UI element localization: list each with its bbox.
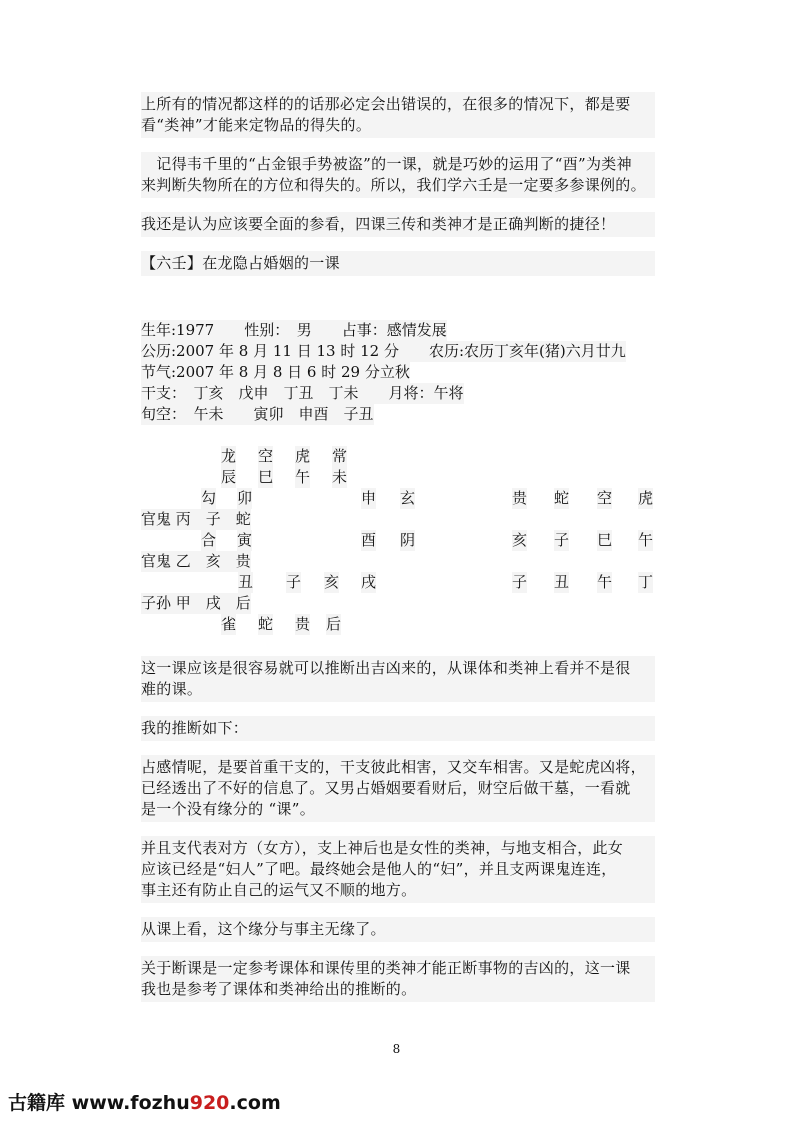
info-solar-term: 节气:2007 年 8 月 8 日 6 时 29 分立秋	[141, 363, 410, 381]
chart-cell: 合	[201, 531, 217, 549]
text-line: 来判断失物所在的方位和得失的。所以，我们学六壬是一定要多参课例的。	[141, 176, 646, 194]
chart-line: 官鬼 乙 亥 贵	[141, 552, 251, 570]
paragraph-6	[141, 755, 655, 822]
chart-cell: 辰	[221, 468, 237, 486]
paragraph-2	[141, 152, 655, 198]
chart-cell: 午	[295, 468, 311, 486]
text-line: 是一个没有缘分的 “课”。	[141, 800, 316, 818]
chart-cell: 午	[638, 531, 654, 549]
text-line: 应该已经是“妇人”了吧。最终她会是他人的“妇”，并且支两课鬼连连，	[141, 860, 617, 878]
chart-cell: 酉	[361, 531, 377, 549]
text-line: 关于断课是一定参考课体和课传里的类神才能正断事物的吉凶的，这一课	[141, 959, 631, 977]
text-line: 这一课应该是很容易就可以推断出吉凶来的，从课体和类神上看并不是很	[141, 659, 631, 677]
paragraph-8	[141, 917, 655, 942]
text-line: 难的课。	[141, 680, 203, 698]
chart-cell: 巳	[258, 468, 274, 486]
text-line: 记得韦千里的“占金银手势被盗”的一课，就是巧妙的运用了“酉”为类神	[141, 155, 632, 173]
chart-cell: 未	[332, 468, 348, 486]
paragraph-3	[141, 212, 655, 237]
page-number: 8	[392, 1042, 401, 1056]
paragraph-7	[141, 836, 655, 903]
info-xunkong: 旬空： 午未 寅卯 申酉 子丑	[141, 405, 374, 423]
chart-cell: 亥	[324, 573, 340, 591]
chart-cell: 贵	[295, 615, 311, 633]
text-line: 从课上看，这个缘分与事主无缘了。	[141, 920, 386, 938]
paragraph-4	[141, 656, 655, 702]
chart-cell: 亥	[512, 531, 528, 549]
text-line: 我还是认为应该要全面的参看，四课三传和类神才是正确判断的捷径！	[141, 215, 616, 233]
chart-cell: 丁	[638, 573, 654, 591]
chart-cell: 寅	[237, 531, 253, 549]
chart-cell: 后	[326, 615, 342, 633]
brand-url: www.fozhu920.com	[71, 1092, 281, 1114]
chart-cell: 贵	[512, 489, 528, 507]
liuren-chart	[141, 320, 655, 635]
text-line: 占感情呢，是要首重干支的，干支彼此相害，又交车相害。又是蛇虎凶将，	[141, 758, 646, 776]
chart-cell: 丑	[238, 573, 254, 591]
top-text	[141, 92, 655, 290]
chart-cell: 丑	[554, 573, 570, 591]
chart-cell: 卯	[237, 489, 253, 507]
paragraph-9	[141, 956, 655, 1002]
chart-cell: 虎	[638, 489, 654, 507]
text-line: 已经透出了不好的信息了。又男占婚姻要看财后，财空后做干墓，一看就	[141, 779, 631, 797]
paragraph-1	[141, 92, 655, 138]
text-line: 并且支代表对方（女方），支上神后也是女性的类神，与地支相合，此女	[141, 839, 624, 857]
chart-cell: 雀	[221, 615, 237, 633]
chart-cell: 空	[258, 447, 274, 465]
chart-cell: 空	[597, 489, 613, 507]
brand-name: 古籍库	[8, 1092, 66, 1114]
chart-cell: 戌	[361, 573, 377, 591]
chart-cell: 虎	[295, 447, 311, 465]
chart-cell: 蛇	[258, 615, 274, 633]
chart-cell: 常	[332, 447, 348, 465]
paragraph-5	[141, 716, 655, 741]
text-line: 我也是参考了课体和类神给出的推断的。	[141, 980, 417, 998]
chart-line: 子孙 甲 戌 后	[141, 594, 251, 612]
text-line: 上所有的情况都这样的的话那必定会出错误的，在很多的情况下，都是要	[141, 95, 631, 113]
section-heading	[141, 251, 655, 276]
text-line: 【六壬】在龙隐占婚姻的一课	[141, 254, 340, 272]
info-calendar: 公历:2007 年 8 月 11 日 13 时 12 分 农历:农历丁亥年(猪)六月廿九	[141, 342, 626, 360]
chart-cell: 午	[597, 573, 613, 591]
chart-cell: 巳	[597, 531, 613, 549]
chart-cell: 蛇	[554, 489, 570, 507]
site-watermark[interactable]	[8, 1088, 281, 1115]
chart-cell: 子	[286, 573, 302, 591]
chart-cell: 龙	[221, 447, 237, 465]
chart-cell: 阴	[400, 531, 416, 549]
text-line: 事主还有防止自己的运气又不顺的地方。	[141, 881, 417, 899]
text-line: 看“类神”才能来定物品的得失的。	[141, 116, 372, 134]
text-line: 我的推断如下：	[141, 719, 249, 737]
chart-cell: 子	[554, 531, 570, 549]
chart-line: 官鬼 丙 子 蛇	[141, 510, 251, 528]
info-birth: 生年:1977 性别： 男 占事：感情发展	[141, 321, 447, 339]
chart-cell: 勾	[201, 489, 217, 507]
chart-cell: 子	[512, 573, 528, 591]
info-ganzhi: 干支： 丁亥 戊申 丁丑 丁未 月将：午将	[141, 384, 464, 402]
chart-cell: 申	[361, 489, 377, 507]
chart-cell: 玄	[400, 489, 416, 507]
bottom-text	[141, 656, 655, 1016]
